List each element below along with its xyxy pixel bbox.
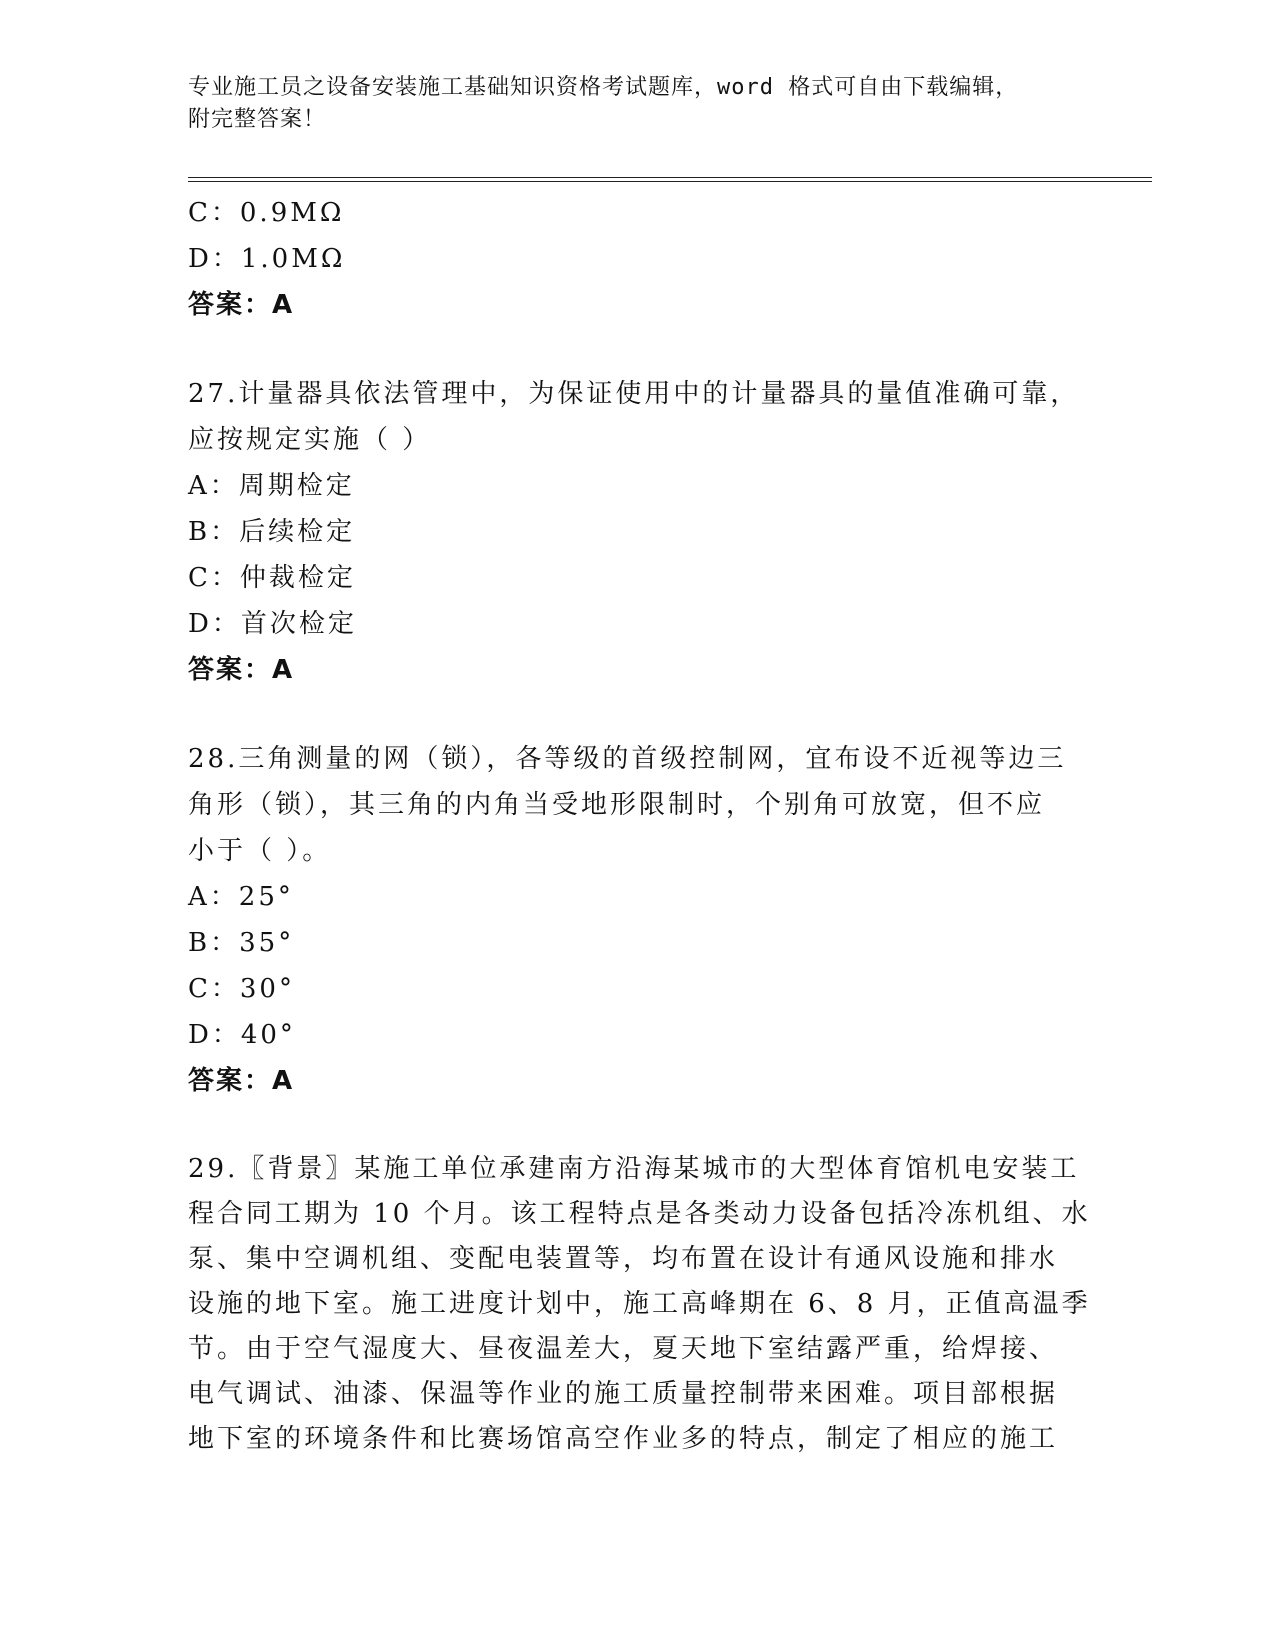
q28-answer: 答案：A [188,1066,295,1096]
q27-option-c: C：仲裁检定 [188,563,356,593]
page-header [188,72,1068,136]
question-29 [188,1147,1091,1462]
q27-option-a: A：周期检定 [188,471,355,501]
q29-stem-line: 电气调试、油漆、保温等作业的施工质量控制带来困难。项目部根据 [188,1379,1059,1409]
q29-stem-line: 设施的地下室。施工进度计划中，施工高峰期在 6、8 月，正值高温季 [188,1289,1091,1319]
q29-stem-line: 29.〖背景〗某施工单位承建南方沿海某城市的大型体育馆机电安装工 [188,1154,1080,1184]
header-title-line-1: 专业施工员之设备安装施工基础知识资格考试题库，word 格式可自由下载编辑， [188,75,1019,100]
q28-option-a: A：25° [188,882,294,912]
question-28 [188,736,1088,1104]
header-divider-bottom [188,181,1152,182]
q26-answer: 答案：A [188,290,295,320]
question-26 [188,190,1088,328]
header-divider-top [188,177,1152,178]
q28-stem-line-1: 28.三角测量的网（锁），各等级的首级控制网，宜布设不近视等边三 [188,744,1067,774]
q27-option-b: B：后续检定 [188,517,356,547]
q29-stem-line: 节。由于空气湿度大、昼夜温差大，夏天地下室结露严重，给焊接、 [188,1334,1059,1364]
q29-stem-line: 泵、集中空调机组、变配电装置等，均布置在设计有通风设施和排水 [188,1244,1059,1274]
q26-option-c: C：0.9MΩ [188,198,345,228]
spacer [188,1104,1088,1147]
q27-stem-line-2: 应按规定实施（ ） [188,425,432,455]
spacer [188,693,1088,736]
q27-answer: 答案：A [188,655,295,685]
question-27 [188,371,1088,693]
q28-option-d: D：40° [188,1020,296,1050]
q28-option-b: B：35° [188,928,295,958]
q28-stem-line-3: 小于（ ）。 [188,836,332,866]
q27-option-d: D：首次检定 [188,609,357,639]
q28-option-c: C：30° [188,974,295,1004]
q27-stem-line-1: 27.计量器具依法管理中，为保证使用中的计量器具的量值准确可靠， [188,379,1080,409]
q26-option-d: D：1.0MΩ [188,244,346,274]
spacer [188,328,1088,371]
document-body [188,190,1091,1462]
q28-stem-line-2: 角形（锁），其三角的内角当受地形限制时，个别角可放宽，但不应 [188,790,1046,820]
q29-stem-line: 程合同工期为 10 个月。该工程特点是各类动力设备包括冷冻机组、水 [188,1199,1091,1229]
q29-stem-line: 地下室的环境条件和比赛场馆高空作业多的特点，制定了相应的施工 [188,1424,1059,1454]
header-title-line-2: 附完整答案！ [188,107,327,132]
